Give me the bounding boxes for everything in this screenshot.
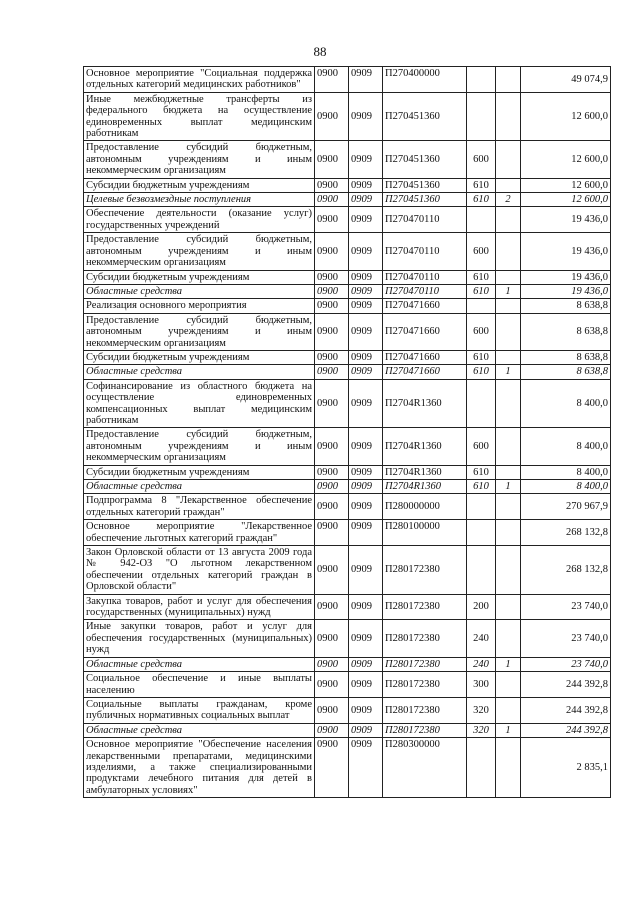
table-row: [84, 494, 611, 520]
table-row: [84, 233, 611, 270]
cell-funding-source: [496, 465, 521, 479]
row-name: Реализация основного мероприятия: [84, 299, 315, 313]
cell-expense-type: 300: [467, 672, 496, 698]
cell-razdel: 0909: [349, 546, 383, 595]
cell-grbs: 0900: [315, 697, 349, 723]
cell-grbs: 0900: [315, 365, 349, 379]
cell-razdel: 0909: [349, 299, 383, 313]
cell-grbs: 0900: [315, 67, 349, 93]
table-row: [84, 672, 611, 698]
cell-funding-source: 1: [496, 657, 521, 671]
cell-grbs: 0900: [315, 657, 349, 671]
cell-grbs: 0900: [315, 299, 349, 313]
cell-amount: 12 600,0: [521, 178, 611, 192]
cell-target-article: П280172380: [383, 594, 467, 620]
cell-razdel: 0909: [349, 284, 383, 298]
table-row: [84, 480, 611, 494]
row-name: Социальные выплаты гражданам, кроме публичных нормативных социальных выплат: [84, 697, 315, 723]
cell-amount: 8 638,8: [521, 365, 611, 379]
cell-razdel: 0909: [349, 697, 383, 723]
cell-grbs: 0900: [315, 193, 349, 207]
cell-razdel: 0909: [349, 141, 383, 178]
cell-amount: 8 638,8: [521, 313, 611, 350]
cell-amount: 49 074,9: [521, 67, 611, 93]
cell-grbs: 0900: [315, 494, 349, 520]
cell-amount: 268 132,8: [521, 520, 611, 546]
cell-amount: 244 392,8: [521, 672, 611, 698]
cell-grbs: 0900: [315, 428, 349, 465]
table-row: [84, 365, 611, 379]
row-name: Основное мероприятие "Обеспечение населения лекарственными препаратами, медицинскими изделиями, а также специализированными продуктами лечебного питания для детей в амбулаторных условиях": [84, 738, 315, 798]
cell-expense-type: 320: [467, 723, 496, 737]
cell-target-article: П270451360: [383, 141, 467, 178]
row-name: Основное мероприятие "Социальная поддержка отдельных категорий медицинских работников": [84, 67, 315, 93]
table-row: [84, 299, 611, 313]
table-row: [84, 141, 611, 178]
table-row: [84, 270, 611, 284]
budget-table-body: [84, 67, 611, 798]
row-name: Предоставление субсидий бюджетным, автономным учреждениям и иным некоммерческим организациям: [84, 313, 315, 350]
row-name: Областные средства: [84, 657, 315, 671]
row-name: Основное мероприятие "Лекарственное обеспечение льготных категорий граждан": [84, 520, 315, 546]
table-row: [84, 92, 611, 141]
cell-target-article: П2704R1360: [383, 480, 467, 494]
cell-expense-type: 600: [467, 313, 496, 350]
cell-expense-type: 600: [467, 141, 496, 178]
cell-funding-source: [496, 594, 521, 620]
cell-funding-source: [496, 620, 521, 657]
cell-expense-type: [467, 546, 496, 595]
cell-razdel: 0909: [349, 67, 383, 93]
cell-expense-type: 610: [467, 178, 496, 192]
cell-funding-source: [496, 494, 521, 520]
budget-table: [83, 66, 611, 798]
cell-amount: 12 600,0: [521, 141, 611, 178]
table-row: [84, 520, 611, 546]
cell-target-article: П270471660: [383, 313, 467, 350]
cell-funding-source: [496, 672, 521, 698]
cell-funding-source: [496, 141, 521, 178]
row-name: Иные межбюджетные трансферты из федерального бюджета на осуществление единовременных выплат медицинским работникам: [84, 92, 315, 141]
cell-expense-type: [467, 67, 496, 93]
cell-razdel: 0909: [349, 193, 383, 207]
cell-razdel: 0909: [349, 723, 383, 737]
row-name: Областные средства: [84, 284, 315, 298]
cell-grbs: 0900: [315, 207, 349, 233]
cell-grbs: 0900: [315, 620, 349, 657]
row-name: Субсидии бюджетным учреждениям: [84, 465, 315, 479]
cell-amount: 8 400,0: [521, 428, 611, 465]
cell-amount: 244 392,8: [521, 723, 611, 737]
cell-expense-type: [467, 92, 496, 141]
cell-funding-source: 1: [496, 480, 521, 494]
cell-razdel: 0909: [349, 428, 383, 465]
table-row: [84, 697, 611, 723]
cell-expense-type: [467, 207, 496, 233]
cell-target-article: П280172380: [383, 620, 467, 657]
cell-razdel: 0909: [349, 270, 383, 284]
cell-funding-source: [496, 379, 521, 428]
cell-target-article: П2704R1360: [383, 428, 467, 465]
cell-expense-type: 600: [467, 233, 496, 270]
table-row: [84, 465, 611, 479]
cell-grbs: 0900: [315, 178, 349, 192]
cell-funding-source: [496, 67, 521, 93]
cell-expense-type: [467, 738, 496, 798]
cell-target-article: П280172380: [383, 546, 467, 595]
cell-target-article: П270470110: [383, 270, 467, 284]
cell-razdel: 0909: [349, 233, 383, 270]
table-row: [84, 723, 611, 737]
cell-target-article: П270400000: [383, 67, 467, 93]
table-row: [84, 67, 611, 93]
cell-razdel: 0909: [349, 365, 383, 379]
table-row: [84, 594, 611, 620]
cell-expense-type: [467, 520, 496, 546]
cell-grbs: 0900: [315, 379, 349, 428]
row-name: Подпрограмма 8 "Лекарственное обеспечение отдельных категорий граждан": [84, 494, 315, 520]
cell-grbs: 0900: [315, 738, 349, 798]
cell-grbs: 0900: [315, 350, 349, 364]
cell-funding-source: [496, 270, 521, 284]
row-name: Субсидии бюджетным учреждениям: [84, 178, 315, 192]
cell-funding-source: [496, 546, 521, 595]
cell-funding-source: 1: [496, 365, 521, 379]
cell-target-article: П280172380: [383, 723, 467, 737]
cell-razdel: 0909: [349, 672, 383, 698]
cell-target-article: П270471660: [383, 299, 467, 313]
cell-funding-source: [496, 178, 521, 192]
cell-amount: 268 132,8: [521, 546, 611, 595]
cell-grbs: 0900: [315, 270, 349, 284]
cell-amount: 19 436,0: [521, 284, 611, 298]
cell-funding-source: [496, 233, 521, 270]
cell-expense-type: 610: [467, 350, 496, 364]
cell-target-article: П280172380: [383, 697, 467, 723]
cell-funding-source: 2: [496, 193, 521, 207]
cell-grbs: 0900: [315, 723, 349, 737]
cell-amount: 8 400,0: [521, 465, 611, 479]
cell-funding-source: [496, 299, 521, 313]
row-name: Областные средства: [84, 365, 315, 379]
cell-expense-type: 240: [467, 620, 496, 657]
cell-amount: 2 835,1: [521, 738, 611, 798]
cell-razdel: 0909: [349, 520, 383, 546]
cell-grbs: 0900: [315, 480, 349, 494]
cell-amount: 8 400,0: [521, 379, 611, 428]
cell-funding-source: [496, 738, 521, 798]
cell-target-article: П270470110: [383, 284, 467, 298]
cell-expense-type: 610: [467, 465, 496, 479]
row-name: Закон Орловской области от 13 августа 2009 года № 942-ОЗ "О льготном лекарственном обеспечении отдельных категорий граждан в Орловской области": [84, 546, 315, 595]
cell-funding-source: [496, 428, 521, 465]
cell-expense-type: 320: [467, 697, 496, 723]
cell-razdel: 0909: [349, 350, 383, 364]
cell-target-article: П2704R1360: [383, 465, 467, 479]
row-name: Субсидии бюджетным учреждениям: [84, 270, 315, 284]
row-name: Субсидии бюджетным учреждениям: [84, 350, 315, 364]
cell-amount: 270 967,9: [521, 494, 611, 520]
row-name: Областные средства: [84, 480, 315, 494]
cell-amount: 23 740,0: [521, 657, 611, 671]
cell-razdel: 0909: [349, 465, 383, 479]
table-row: [84, 738, 611, 798]
cell-amount: 23 740,0: [521, 620, 611, 657]
cell-amount: 8 638,8: [521, 299, 611, 313]
row-name: Областные средства: [84, 723, 315, 737]
row-name: Предоставление субсидий бюджетным, автономным учреждениям и иным некоммерческим организациям: [84, 141, 315, 178]
cell-grbs: 0900: [315, 672, 349, 698]
cell-target-article: П270470110: [383, 207, 467, 233]
cell-funding-source: [496, 697, 521, 723]
cell-razdel: 0909: [349, 379, 383, 428]
row-name: Софинансирование из областного бюджета на осуществление единовременных компенсационных выплат медицинским работникам: [84, 379, 315, 428]
cell-funding-source: [496, 207, 521, 233]
cell-razdel: 0909: [349, 620, 383, 657]
cell-target-article: П270471660: [383, 365, 467, 379]
cell-expense-type: 600: [467, 428, 496, 465]
cell-target-article: П280000000: [383, 494, 467, 520]
cell-target-article: П270471660: [383, 350, 467, 364]
cell-razdel: 0909: [349, 207, 383, 233]
row-name: Обеспечение деятельности (оказание услуг) государственных учреждений: [84, 207, 315, 233]
cell-expense-type: 610: [467, 270, 496, 284]
cell-razdel: 0909: [349, 178, 383, 192]
row-name: Предоставление субсидий бюджетным, автономным учреждениям и иным некоммерческим организациям: [84, 428, 315, 465]
cell-razdel: 0909: [349, 494, 383, 520]
cell-amount: 244 392,8: [521, 697, 611, 723]
row-name: Предоставление субсидий бюджетным, автономным учреждениям и иным некоммерческим организациям: [84, 233, 315, 270]
cell-razdel: 0909: [349, 594, 383, 620]
table-row: [84, 620, 611, 657]
cell-funding-source: [496, 350, 521, 364]
cell-target-article: П270451360: [383, 92, 467, 141]
cell-expense-type: 610: [467, 193, 496, 207]
cell-target-article: П270451360: [383, 178, 467, 192]
cell-funding-source: [496, 313, 521, 350]
cell-razdel: 0909: [349, 738, 383, 798]
cell-amount: 19 436,0: [521, 207, 611, 233]
cell-grbs: 0900: [315, 465, 349, 479]
cell-target-article: П280172380: [383, 657, 467, 671]
cell-grbs: 0900: [315, 233, 349, 270]
cell-target-article: П280300000: [383, 738, 467, 798]
cell-grbs: 0900: [315, 594, 349, 620]
cell-amount: 8 400,0: [521, 480, 611, 494]
cell-amount: 23 740,0: [521, 594, 611, 620]
table-row: [84, 350, 611, 364]
cell-expense-type: [467, 299, 496, 313]
cell-expense-type: 610: [467, 480, 496, 494]
cell-expense-type: 200: [467, 594, 496, 620]
cell-grbs: 0900: [315, 92, 349, 141]
cell-grbs: 0900: [315, 313, 349, 350]
table-row: [84, 313, 611, 350]
table-row: [84, 428, 611, 465]
table-row: [84, 546, 611, 595]
cell-funding-source: [496, 520, 521, 546]
cell-razdel: 0909: [349, 313, 383, 350]
page-number: 88: [313, 44, 327, 59]
cell-amount: 12 600,0: [521, 92, 611, 141]
cell-razdel: 0909: [349, 480, 383, 494]
row-name: Закупка товаров, работ и услуг для обеспечения государственных (муниципальных) нужд: [84, 594, 315, 620]
table-row: [84, 284, 611, 298]
cell-grbs: 0900: [315, 546, 349, 595]
cell-amount: 8 638,8: [521, 350, 611, 364]
cell-expense-type: [467, 379, 496, 428]
row-name: Социальное обеспечение и иные выплаты населению: [84, 672, 315, 698]
cell-target-article: П2704R1360: [383, 379, 467, 428]
table-row: [84, 178, 611, 192]
cell-funding-source: 1: [496, 284, 521, 298]
cell-funding-source: [496, 92, 521, 141]
cell-amount: 19 436,0: [521, 233, 611, 270]
cell-razdel: 0909: [349, 657, 383, 671]
cell-expense-type: 240: [467, 657, 496, 671]
row-name: Целевые безвозмездные поступления: [84, 193, 315, 207]
table-row: [84, 193, 611, 207]
cell-razdel: 0909: [349, 92, 383, 141]
cell-grbs: 0900: [315, 284, 349, 298]
table-row: [84, 657, 611, 671]
cell-grbs: 0900: [315, 520, 349, 546]
cell-expense-type: 610: [467, 365, 496, 379]
cell-grbs: 0900: [315, 141, 349, 178]
cell-target-article: П280100000: [383, 520, 467, 546]
table-row: [84, 207, 611, 233]
row-name: Иные закупки товаров, работ и услуг для обеспечения государственных (муниципальных) нужд: [84, 620, 315, 657]
cell-target-article: П270451360: [383, 193, 467, 207]
cell-expense-type: 610: [467, 284, 496, 298]
table-row: [84, 379, 611, 428]
cell-target-article: П280172380: [383, 672, 467, 698]
cell-target-article: П270470110: [383, 233, 467, 270]
cell-funding-source: 1: [496, 723, 521, 737]
cell-expense-type: [467, 494, 496, 520]
cell-amount: 12 600,0: [521, 193, 611, 207]
cell-amount: 19 436,0: [521, 270, 611, 284]
